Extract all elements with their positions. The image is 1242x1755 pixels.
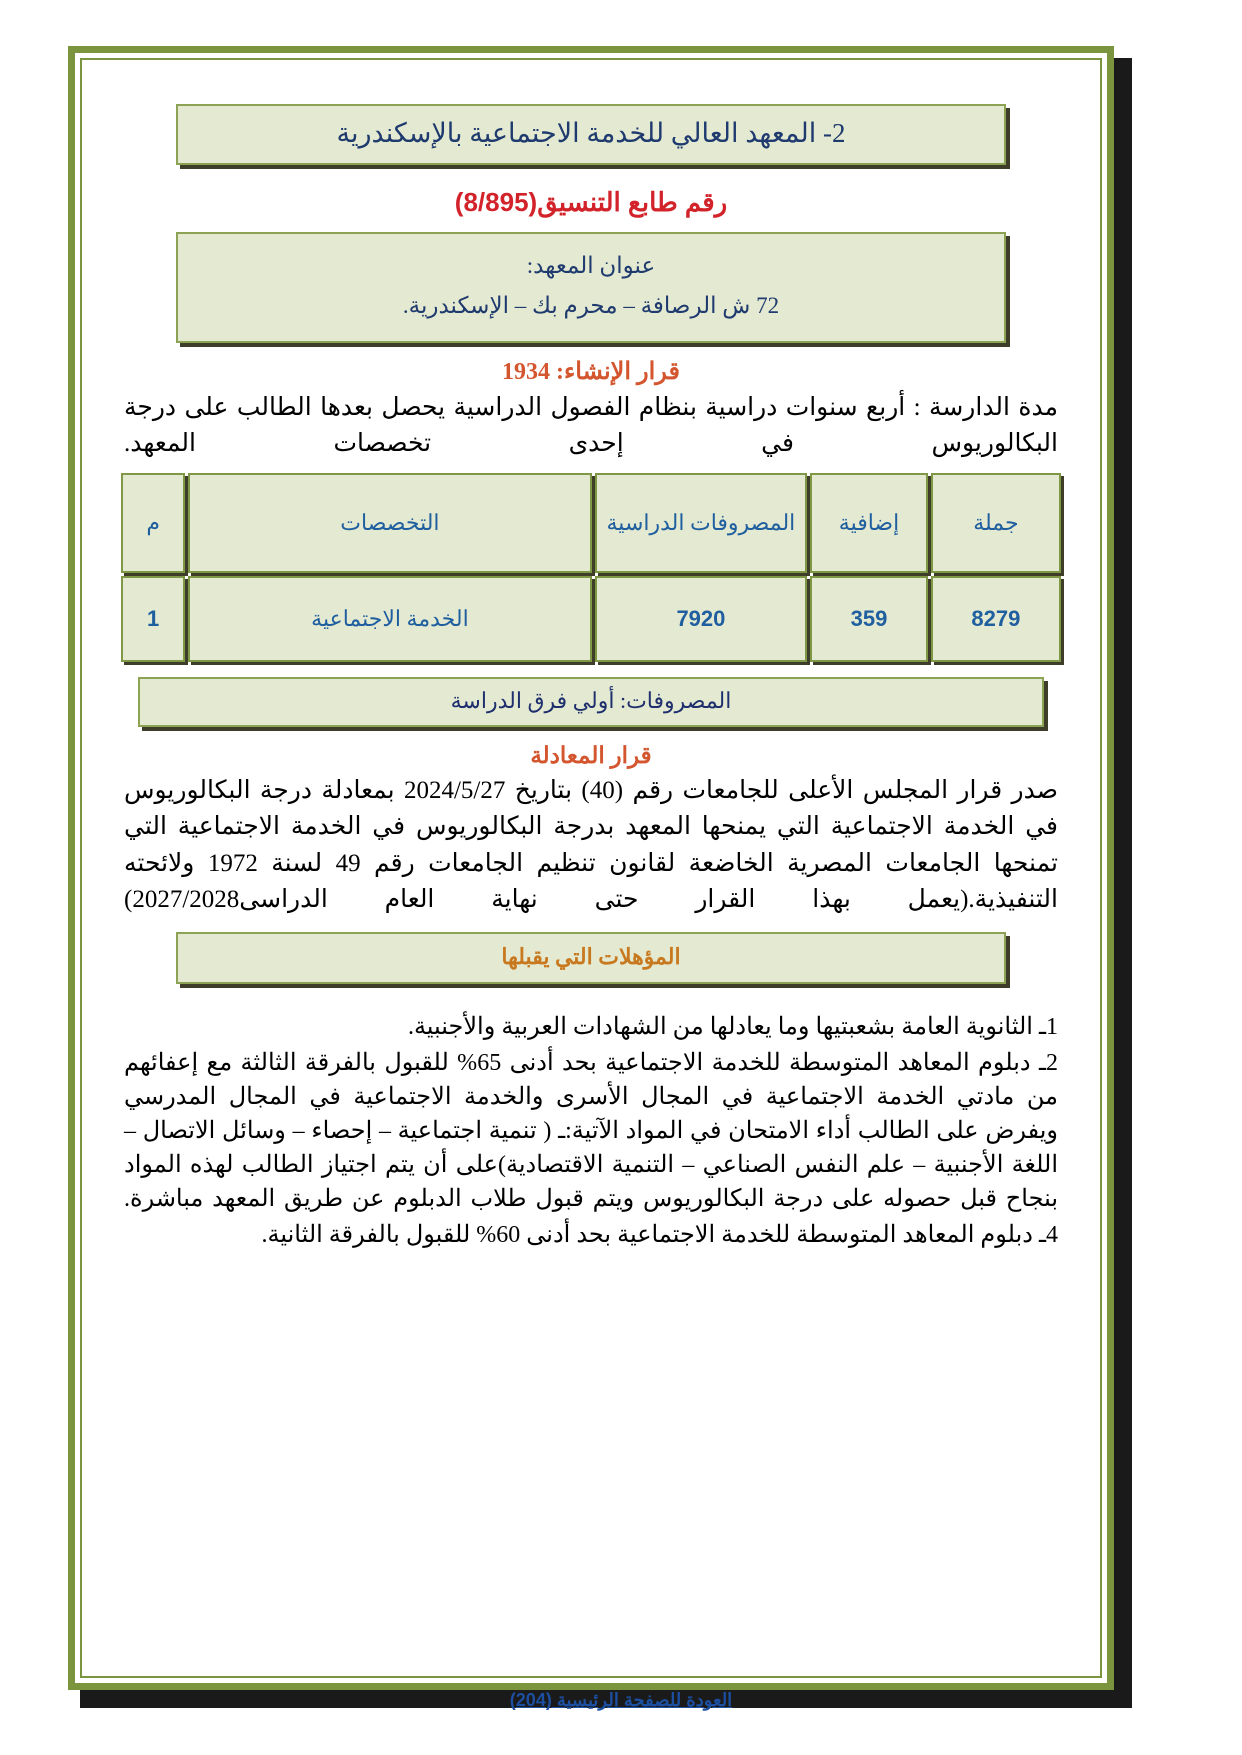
back-to-main-page-link[interactable]: العودة للصفحة الرئيسية (204) (509, 1690, 733, 1710)
fees-table (118, 470, 1064, 665)
cell-tuition: 7920 (595, 576, 808, 662)
fees-note: المصروفات: أولي فرق الدراسة (138, 677, 1044, 727)
study-duration-paragraph: مدة الدارسة : أربع سنوات دراسية بنظام الفصول الدراسية يحصل بعدها الطالب على درجة البكالوريوس في إحدى تخصصات المعهد. (124, 393, 1058, 457)
address-label: عنوان المعهد: (526, 253, 656, 278)
cell-specialization: الخدمة الاجتماعية (188, 576, 591, 662)
qualifications-heading: المؤهلات التي يقبلها (176, 932, 1006, 984)
founding-decision: قرار الإنشاء: 1934 (501, 358, 680, 385)
table-row (121, 576, 1061, 662)
header-tuition: المصروفات الدراسية (595, 473, 808, 573)
qualifications-list (124, 1010, 1058, 1253)
page-content (100, 80, 1082, 1660)
header-extra: إضافية (810, 473, 928, 573)
list-item: 1ـ الثانوية العامة بشعبتيها وما يعادلها من الشهادات العربية والأجنبية. (407, 1014, 1058, 1040)
institute-title: 2- المعهد العالي للخدمة الاجتماعية بالإسكندرية (176, 104, 1006, 165)
cell-total: 8279 (931, 576, 1061, 662)
cell-serial: 1 (121, 576, 185, 662)
table-header-row (121, 473, 1061, 573)
equivalence-paragraph: صدر قرار المجلس الأعلى للجامعات رقم (40) بتاريخ 2024/5/27 بمعادلة درجة البكالوريوس في الخدمة الاجتماعية التي يمنحها المعهد بدرجة البكالوريوس في الخدمة الاجتماعية التي تمنحها الجامعات المصرية الخاضعة لقانون تنظيم الجامعات رقم 49 لسنة 1972 ولائحته التنفيذية.(يعمل بهذا القرار حتى نهاية العام الدراسى2027/2028) (124, 777, 1059, 913)
list-item: 2ـ دبلوم المعاهد المتوسطة للخدمة الاجتماعية بحد أدنى 65% للقبول بالفرقة الثالثة مع إعفائهم من مادتي الخدمة الاجتماعية في المجال الأسرى والخدمة الاجتماعية في المجال المدرسي ويفرض على الطالب أداء الامتحان في المواد الآتية:ـ ( تنمية اجتماعية – إحصاء – وسائل الاتصال – اللغة الأجنبية – علم النفس الصناعي – التنمية الاقتصادية)على أن يتم اجتياز الطالب لهذه المواد بنجاح قبل حصوله على درجة البكالوريوس ويتم قبول طلاب الدبلوم عن طريق المعهد مباشرة. (124, 1050, 1058, 1213)
address-value: 72 ش الرصافة – محرم بك – الإسكندرية. (402, 293, 780, 319)
coordination-stamp-number: رقم طابع التنسيق(8/895) (454, 187, 728, 217)
page-footer (0, 1690, 1242, 1711)
institute-address-box (176, 232, 1006, 343)
list-item: 4ـ دبلوم المعاهد المتوسطة للخدمة الاجتماعية بحد أدنى 60% للقبول بالفرقة الثانية. (261, 1222, 1058, 1249)
header-total: جملة (931, 473, 1061, 573)
cell-extra: 359 (810, 576, 928, 662)
equivalence-heading: قرار المعادلة (530, 743, 652, 768)
header-serial: م (121, 473, 185, 573)
header-specialization: التخصصات (188, 473, 591, 573)
